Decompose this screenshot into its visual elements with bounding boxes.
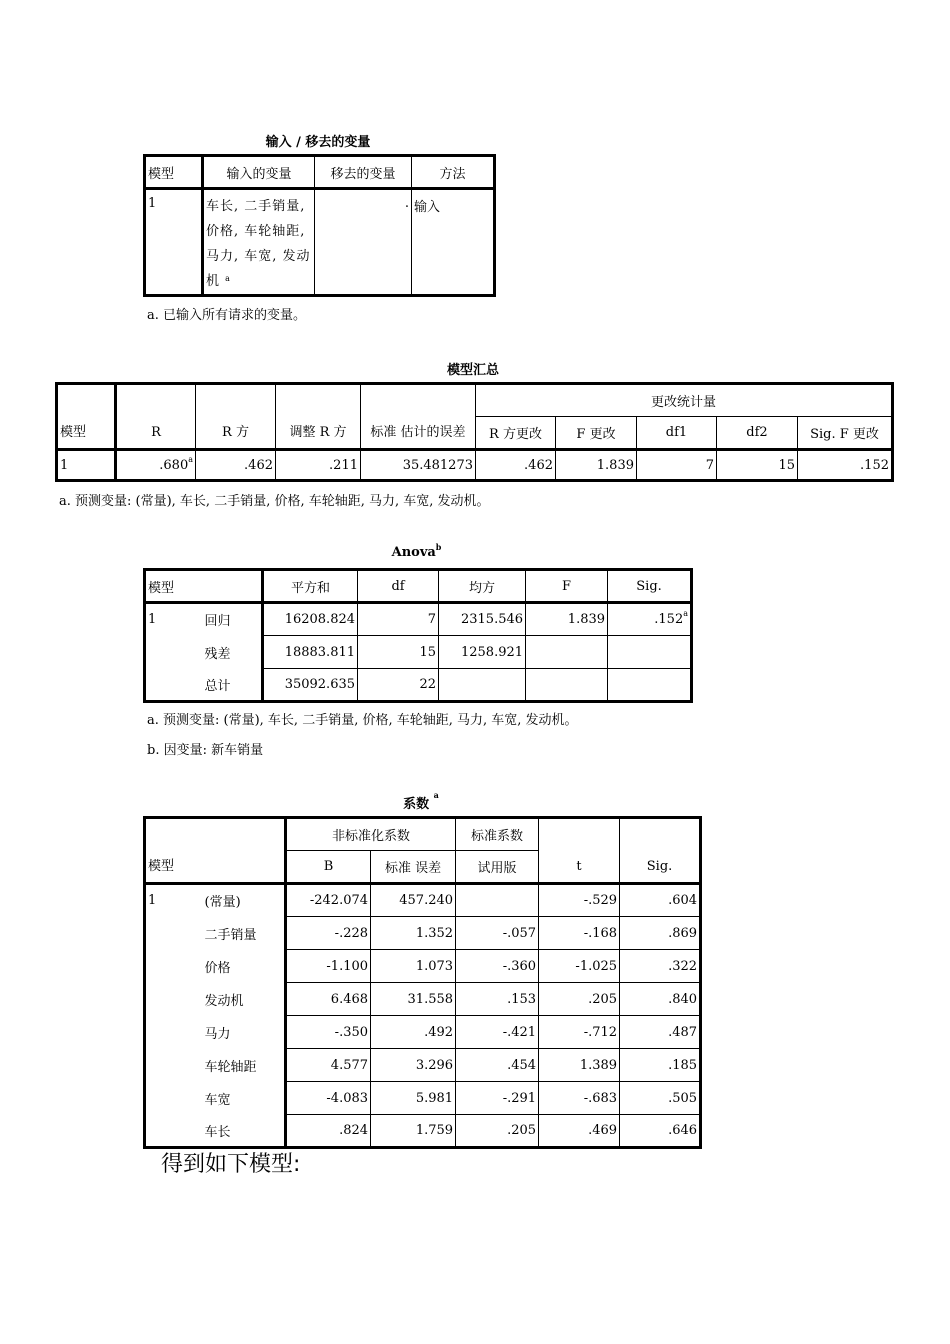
cell-beta: .454 bbox=[456, 1049, 539, 1082]
header-removed: 移去的变量 bbox=[315, 156, 412, 189]
cell-se: 457.240 bbox=[371, 884, 456, 917]
header-model: 模型 bbox=[145, 156, 203, 189]
cell-t: -.712 bbox=[539, 1016, 620, 1049]
cell-se: 1.073 bbox=[371, 950, 456, 983]
coef-row bbox=[145, 1016, 701, 1049]
cell-b: -242.074 bbox=[286, 884, 371, 917]
header-df: df bbox=[358, 570, 439, 603]
cell-df: 7 bbox=[358, 603, 439, 636]
cell-se: 3.296 bbox=[371, 1049, 456, 1082]
cell-ss: 16208.824 bbox=[263, 603, 358, 636]
header-model: 模型 bbox=[57, 384, 116, 450]
cell-df1: 7 bbox=[637, 450, 717, 481]
cell-fc: 1.839 bbox=[556, 450, 637, 481]
cell-sig: .604 bbox=[620, 884, 701, 917]
row-label: 残差 bbox=[203, 636, 263, 669]
cell-sig: .505 bbox=[620, 1082, 701, 1115]
row-label: 总计 bbox=[203, 669, 263, 702]
coef-row bbox=[145, 1049, 701, 1082]
header-sig: Sig. bbox=[620, 818, 701, 884]
header-se: 标准 误差 bbox=[371, 851, 456, 884]
cell-beta: .153 bbox=[456, 983, 539, 1016]
header-beta: 试用版 bbox=[456, 851, 539, 884]
header-sig-f-change: Sig. F 更改 bbox=[798, 417, 893, 450]
cell-b: -1.100 bbox=[286, 950, 371, 983]
row-label: 价格 bbox=[203, 950, 286, 983]
row-label: 二手销量 bbox=[203, 917, 286, 950]
cell-f bbox=[526, 669, 608, 702]
header-adj-r-square: 调整 R 方 bbox=[276, 384, 361, 450]
cell-adj: .211 bbox=[276, 450, 361, 481]
cell-b: -.228 bbox=[286, 917, 371, 950]
cell-sig: .646 bbox=[620, 1115, 701, 1148]
cell-sigf: .152 bbox=[798, 450, 893, 481]
row-model: 1 bbox=[145, 189, 203, 296]
coef-row bbox=[145, 917, 701, 950]
row-label: 回归 bbox=[203, 603, 263, 636]
cell-ms: 2315.546 bbox=[439, 603, 526, 636]
header-r2-change: R 方更改 bbox=[476, 417, 556, 450]
cell-r2: .462 bbox=[196, 450, 276, 481]
entered-line: 马力, 车宽, 发动 bbox=[206, 249, 311, 264]
table3-note-a: a. 预测变量: (常量), 车长, 二手销量, 价格, 车轮轴距, 马力, 车宽, 发动机。 bbox=[147, 713, 578, 728]
cell-se: .492 bbox=[371, 1016, 456, 1049]
cell-sig: .869 bbox=[620, 917, 701, 950]
header-ss: 平方和 bbox=[263, 570, 358, 603]
table4-title: 系数 $^a$ bbox=[403, 790, 439, 812]
cell-t: -.168 bbox=[539, 917, 620, 950]
cell-r2c: .462 bbox=[476, 450, 556, 481]
footnote-mark: a bbox=[225, 274, 231, 283]
cell-se: 1.759 bbox=[371, 1115, 456, 1148]
model-summary-table bbox=[55, 382, 894, 482]
cell-se: 1.352 bbox=[371, 917, 456, 950]
cell-t: .469 bbox=[539, 1115, 620, 1148]
row-label: (常量) bbox=[203, 884, 286, 917]
cell-b: .824 bbox=[286, 1115, 371, 1148]
cell-df: 22 bbox=[358, 669, 439, 702]
cell-t: -.529 bbox=[539, 884, 620, 917]
table1-title: 输入 / 移去的变量 bbox=[265, 135, 371, 150]
footnote-mark: a bbox=[683, 609, 689, 618]
method: 输入 bbox=[412, 189, 495, 296]
cell-df: 15 bbox=[358, 636, 439, 669]
row-label: 车长 bbox=[203, 1115, 286, 1148]
header-method: 方法 bbox=[412, 156, 495, 189]
cell-beta: .205 bbox=[456, 1115, 539, 1148]
row-model: 1 bbox=[145, 884, 203, 1148]
entered-line: 车长, 二手销量, bbox=[206, 199, 306, 214]
header-f: F bbox=[526, 570, 608, 603]
cell-f bbox=[526, 636, 608, 669]
table3-note-b: b. 因变量: 新车销量 bbox=[147, 743, 264, 758]
cell-t: 1.389 bbox=[539, 1049, 620, 1082]
header-r-square: R 方 bbox=[196, 384, 276, 450]
cell-se: 5.981 bbox=[371, 1082, 456, 1115]
footnote-mark: b bbox=[435, 542, 442, 552]
cell-t: -1.025 bbox=[539, 950, 620, 983]
header-std-error: 标准 估计的误差 bbox=[361, 384, 476, 450]
cell-sig: .322 bbox=[620, 950, 701, 983]
header-b: B bbox=[286, 851, 371, 884]
cell-sig: .185 bbox=[620, 1049, 701, 1082]
cell-beta: -.360 bbox=[456, 950, 539, 983]
cell-sig: .840 bbox=[620, 983, 701, 1016]
header-std: 标准系数 bbox=[456, 818, 539, 851]
cell-ms bbox=[439, 669, 526, 702]
table2-note: a. 预测变量: (常量), 车长, 二手销量, 价格, 车轮轴距, 马力, 车宽, 发动机。 bbox=[59, 494, 490, 509]
cell-sig bbox=[608, 636, 692, 669]
entered-line: 机 $^a$ bbox=[206, 274, 231, 289]
header-model: 模型 bbox=[145, 818, 286, 884]
coef-row bbox=[145, 1082, 701, 1115]
header-df2: df2 bbox=[717, 417, 798, 450]
footnote-mark: a bbox=[433, 790, 439, 800]
header-sig: Sig. bbox=[608, 570, 692, 603]
cell-beta: -.421 bbox=[456, 1016, 539, 1049]
table2-title: 模型汇总 bbox=[446, 363, 499, 378]
cell-t: -.683 bbox=[539, 1082, 620, 1115]
cell-b: -4.083 bbox=[286, 1082, 371, 1115]
anova-table bbox=[143, 568, 693, 703]
row-label: 车轮轴距 bbox=[203, 1049, 286, 1082]
row-label: 发动机 bbox=[203, 983, 286, 1016]
variables-entered-table bbox=[143, 154, 496, 297]
header-f-change: F 更改 bbox=[556, 417, 637, 450]
cell-beta bbox=[456, 884, 539, 917]
cell-beta: -.057 bbox=[456, 917, 539, 950]
entered-line: 价格, 车轮轴距, bbox=[206, 224, 306, 239]
cell-ss: 35092.635 bbox=[263, 669, 358, 702]
header-ms: 均方 bbox=[439, 570, 526, 603]
header-entered: 输入的变量 bbox=[203, 156, 315, 189]
coef-row bbox=[145, 1115, 701, 1148]
cell-beta: -.291 bbox=[456, 1082, 539, 1115]
cell-r: .680$^a$ bbox=[116, 450, 196, 481]
coef-row bbox=[145, 884, 701, 917]
row-model: 1 bbox=[145, 603, 203, 702]
cell-sig: .487 bbox=[620, 1016, 701, 1049]
cell-b: -.350 bbox=[286, 1016, 371, 1049]
coef-row bbox=[145, 983, 701, 1016]
cell-b: 4.577 bbox=[286, 1049, 371, 1082]
coefficients-table bbox=[143, 816, 702, 1149]
row-label: 马力 bbox=[203, 1016, 286, 1049]
cell-b: 6.468 bbox=[286, 983, 371, 1016]
header-change-stats: 更改统计量 bbox=[476, 384, 893, 417]
cell-ss: 18883.811 bbox=[263, 636, 358, 669]
table3-title: Anova$^b$ bbox=[391, 542, 442, 560]
cell-f: 1.839 bbox=[526, 603, 608, 636]
footnote-mark: a bbox=[188, 454, 193, 464]
row-label: 车宽 bbox=[203, 1082, 286, 1115]
header-unstd: 非标准化系数 bbox=[286, 818, 456, 851]
cell-se: 31.558 bbox=[371, 983, 456, 1016]
header-df1: df1 bbox=[637, 417, 717, 450]
table1-note: a. 已输入所有请求的变量。 bbox=[147, 308, 307, 323]
cell-t: .205 bbox=[539, 983, 620, 1016]
cell-sig bbox=[608, 669, 692, 702]
header-model: 模型 bbox=[145, 570, 263, 603]
cell-df2: 15 bbox=[717, 450, 798, 481]
entered-variables bbox=[203, 189, 315, 296]
removed-variables: . bbox=[315, 189, 412, 296]
coef-row bbox=[145, 950, 701, 983]
header-r: R bbox=[116, 384, 196, 450]
cell-ms: 1258.921 bbox=[439, 636, 526, 669]
cell-sig: .152$^a$ bbox=[608, 603, 692, 636]
header-t: t bbox=[539, 818, 620, 884]
conclusion-text: 得到如下模型: bbox=[161, 1152, 301, 1177]
cell-se: 35.481273 bbox=[361, 450, 476, 481]
row-model: 1 bbox=[57, 450, 116, 481]
